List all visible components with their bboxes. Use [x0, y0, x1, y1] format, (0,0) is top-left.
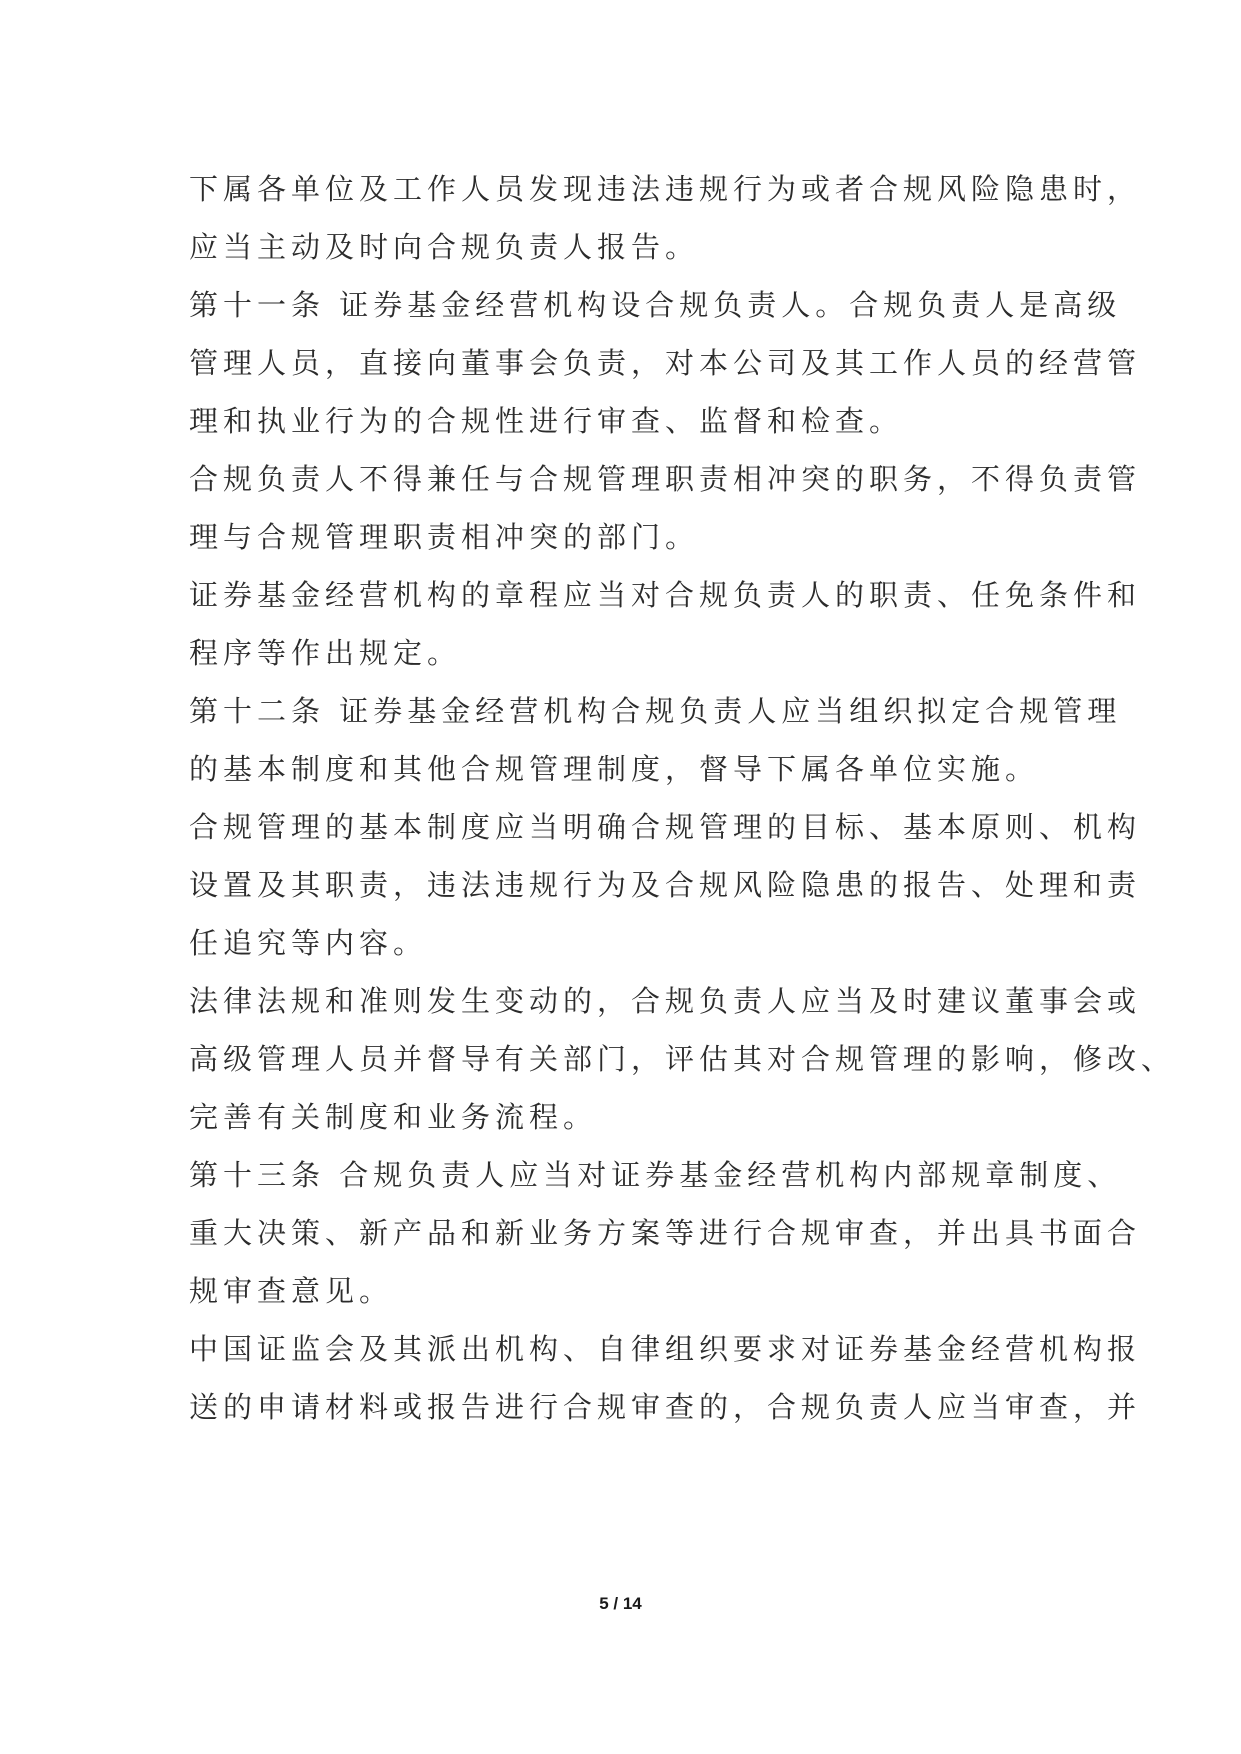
page-number: 5 / 14 [599, 1594, 642, 1613]
text-line: 的基本制度和其他合规管理制度，督导下属各单位实施。 [189, 752, 1040, 786]
text-line: 高级管理人员并督导有关部门，评估其对合规管理的影响，修改、 [189, 1042, 1176, 1076]
document-body [189, 160, 1176, 1436]
text-line: 证券基金经营机构的章程应当对合规负责人的职责、任免条件和 [189, 578, 1142, 612]
text-line: 合规负责人不得兼任与合规管理职责相冲突的职务，不得负责管 [189, 462, 1142, 496]
text-line: 应当主动及时向合规负责人报告。 [189, 230, 700, 264]
text-line: 送的申请材料或报告进行合规审查的，合规负责人应当审查，并 [189, 1390, 1142, 1424]
text-line: 重大决策、新产品和新业务方案等进行合规审查，并出具书面合 [189, 1216, 1142, 1250]
text-line: 第十二条 证券基金经营机构合规负责人应当组织拟定合规管理 [189, 694, 1122, 728]
text-line: 第十一条 证券基金经营机构设合规负责人。合规负责人是高级 [189, 288, 1122, 322]
text-line: 管理人员，直接向董事会负责，对本公司及其工作人员的经营管 [189, 346, 1142, 380]
text-line: 下属各单位及工作人员发现违法违规行为或者合规风险隐患时， [189, 172, 1142, 206]
text-line: 中国证监会及其派出机构、自律组织要求对证券基金经营机构报 [189, 1332, 1142, 1366]
text-line: 理与合规管理职责相冲突的部门。 [189, 520, 700, 554]
text-line: 第十三条 合规负责人应当对证券基金经营机构内部规章制度、 [189, 1158, 1122, 1192]
text-line: 理和执业行为的合规性进行审查、监督和检查。 [189, 404, 904, 438]
text-line: 规审查意见。 [189, 1274, 394, 1308]
text-line: 合规管理的基本制度应当明确合规管理的目标、基本原则、机构 [189, 810, 1142, 844]
text-line: 设置及其职责，违法违规行为及合规风险隐患的报告、处理和责 [189, 868, 1142, 902]
text-line: 完善有关制度和业务流程。 [189, 1100, 598, 1134]
text-line: 任追究等内容。 [189, 926, 428, 960]
text-line: 法律法规和准则发生变动的，合规负责人应当及时建议董事会或 [189, 984, 1142, 1018]
text-line: 程序等作出规定。 [189, 636, 462, 670]
